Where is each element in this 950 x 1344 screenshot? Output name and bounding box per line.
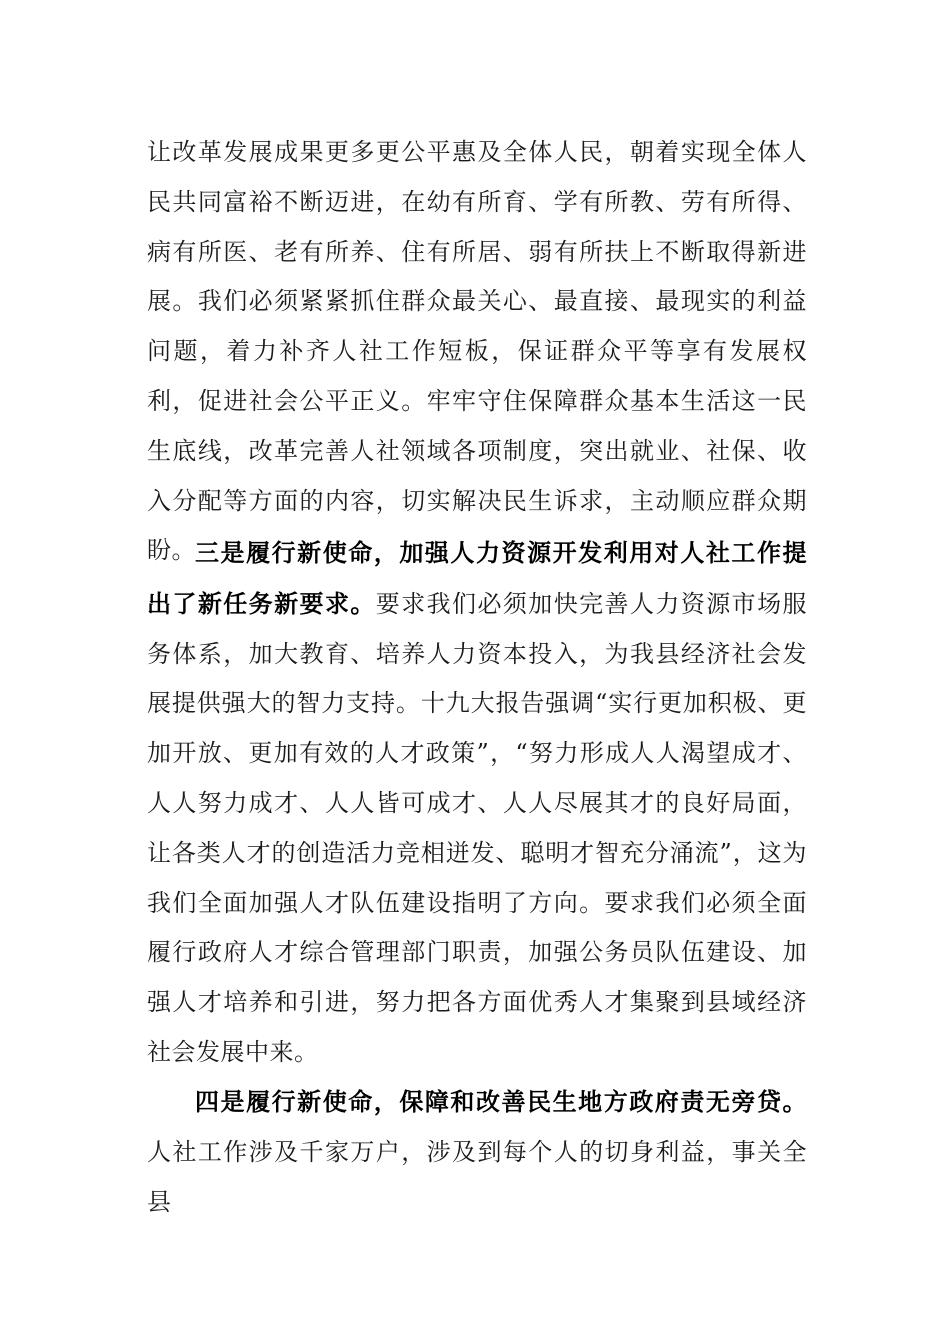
paragraph-heading: 四是履行新使命，保障和改善民生地方政府责无旁贷。	[195, 1087, 807, 1116]
paragraph-body	[147, 528, 807, 1078]
paragraph-text: 要求我们必须加快完善人力资源市场服务体系，加大教育、培养人力资本投入，为我县经济社会发展提供强大的智力支持。十九大报告强调“实行更加积极、更加开放、更加有效的人才政策”，“努力形成人人渴望成才、人人努力成才、人人皆可成才、人人尽展其才的良好局面，让各类人才的创造活力竞相迸发、聪明才智充分涌流”，这为我们全面加强人才队伍建设指明了方向。要求我们必须全面履行政府人才综合管理部门职责，加强公务员队伍建设、加强人才培养和引进，努力把各方面优秀人才集聚到县域经济社会发展中来。	[147, 589, 807, 1066]
paragraph-body	[147, 1077, 807, 1227]
paragraph-text: 让改革发展成果更多更公平惠及全体人民，朝着实现全体人民共同富裕不断迈进，在幼有所育、学有所教、劳有所得、病有所医、老有所养、住有所居、弱有所扶上不断取得新进展。我们必须紧紧抓住群众最关心、最直接、最现实的利益问题，着力补齐人社工作短板，保证群众平等享有发展权利，促进社会公平正义。牢牢守住保障群众基本生活这一民生底线，改革完善人社领域各项制度，突出就业、社保、收入分配等方面的内容，切实解决民生诉求，主动顺应群众期盼。	[147, 138, 807, 565]
paragraph-three	[147, 528, 807, 1078]
paragraph-four	[147, 1077, 807, 1227]
paragraph-text: 人社工作涉及千家万户，涉及到每个人的切身利益，事关全县	[147, 1137, 807, 1216]
paragraph-heading: 三是履行新使命，加强人力资源开发利用对人社工作提出了新任务新要求。	[147, 538, 807, 618]
paragraph-continuation	[147, 128, 807, 576]
